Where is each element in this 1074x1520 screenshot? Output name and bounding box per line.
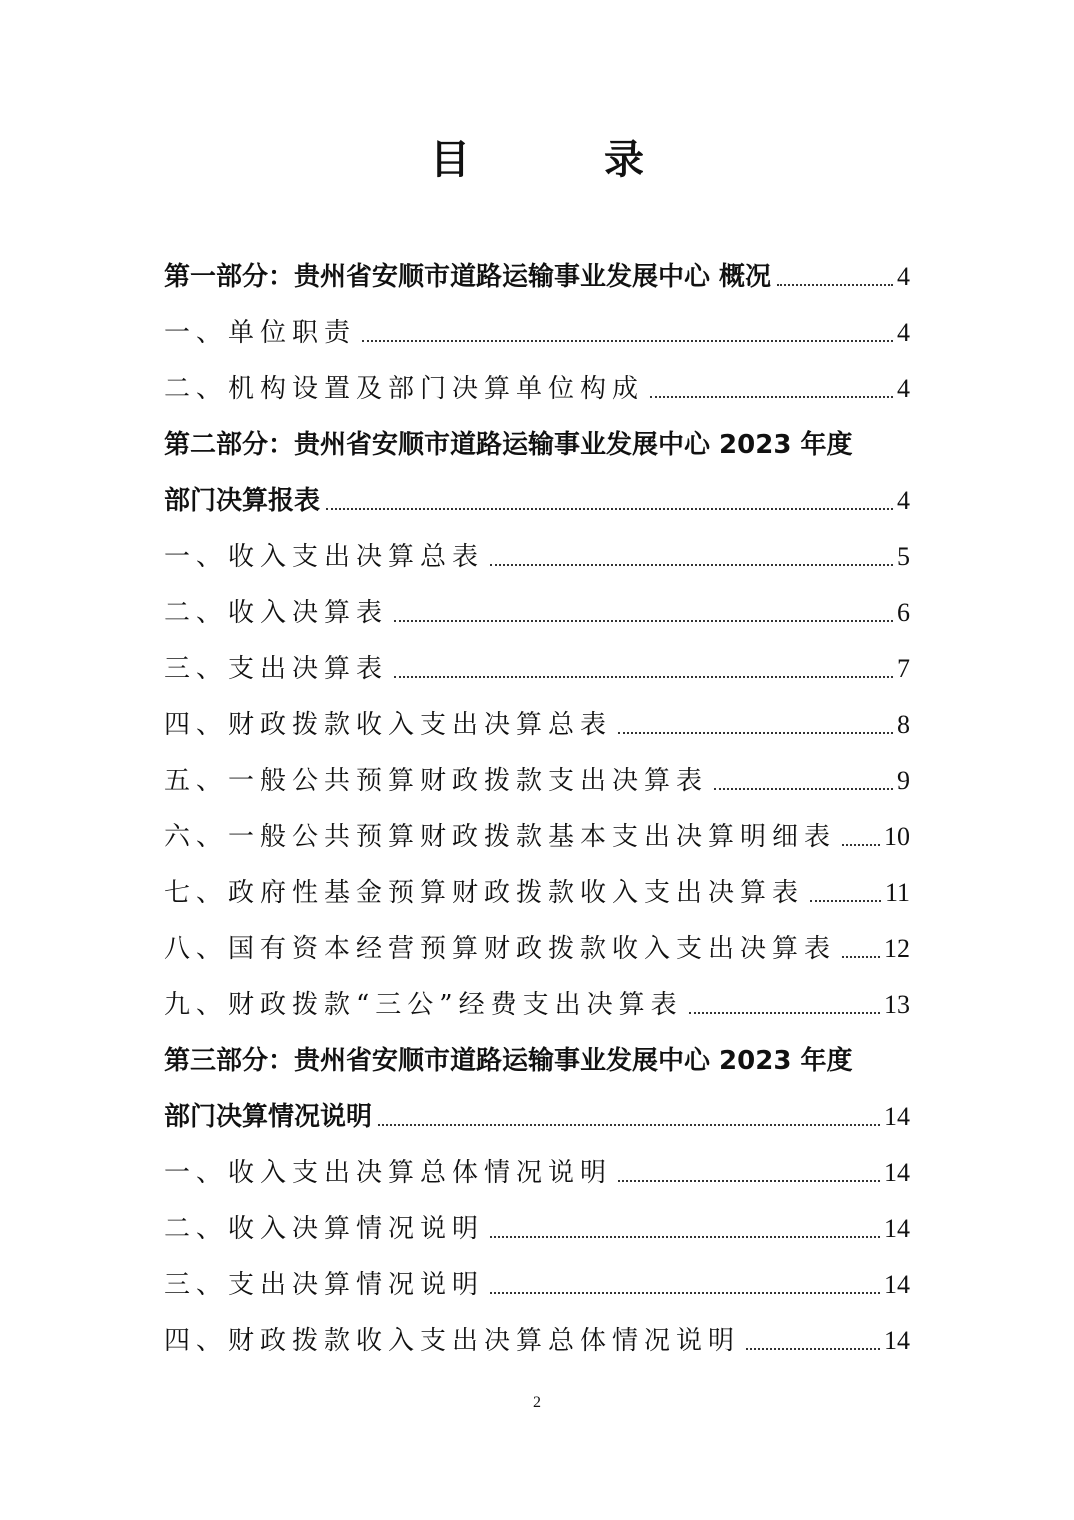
toc-entry-label: 二、机构设置及部门决算单位构成 (164, 374, 645, 404)
toc-entry-label: 部门决算情况说明 (164, 1102, 373, 1132)
toc-entry-page: 12 (884, 934, 910, 963)
toc-entry-label: 第三部分：贵州省安顺市道路运输事业发展中心 2023 年度 (164, 1046, 853, 1076)
leader-dots (394, 676, 893, 678)
toc-entry-label: 部门决算报表 (164, 486, 321, 516)
leader-dots (650, 396, 893, 398)
toc-entry-page: 14 (884, 1102, 910, 1131)
toc-entry-page: 10 (884, 822, 910, 851)
toc-entry-page: 14 (884, 1270, 910, 1299)
toc-entry-page: 6 (897, 598, 910, 627)
toc-entry-page: 11 (884, 878, 910, 907)
leader-dots (714, 788, 893, 790)
toc-entry[interactable] (164, 1196, 910, 1252)
leader-dots (394, 620, 893, 622)
toc-entry[interactable] (164, 1308, 910, 1364)
toc-entry-page: 4 (897, 374, 910, 403)
toc-entry[interactable] (164, 636, 910, 692)
toc-entry-page: 14 (884, 1158, 910, 1187)
toc-entry[interactable] (164, 1084, 910, 1140)
toc-entry-page: 14 (884, 1214, 910, 1243)
toc-entry[interactable] (164, 692, 910, 748)
toc-entry-heading[interactable] (164, 1028, 910, 1084)
page-title: 目 录 (430, 137, 704, 183)
toc-entry-label: 一、收入支出决算总表 (164, 542, 485, 572)
toc-entry[interactable] (164, 804, 910, 860)
leader-dots (842, 956, 880, 958)
toc-entry[interactable] (164, 748, 910, 804)
leader-dots (326, 508, 893, 510)
leader-dots (362, 340, 893, 342)
leader-dots (490, 564, 893, 566)
table-of-contents (164, 244, 910, 1364)
toc-entry-label: 四、财政拨款收入支出决算总表 (164, 710, 613, 740)
toc-entry-label: 八、国有资本经营预算财政拨款收入支出决算表 (164, 934, 837, 964)
toc-entry-heading[interactable] (164, 412, 910, 468)
leader-dots (777, 284, 893, 286)
leader-dots (842, 844, 880, 846)
page-number: 2 (533, 1394, 541, 1411)
toc-entry-page: 4 (897, 486, 910, 515)
toc-entry-label: 五、一般公共预算财政拨款支出决算表 (164, 766, 709, 796)
toc-entry-label: 二、收入决算情况说明 (164, 1214, 485, 1244)
toc-entry[interactable] (164, 468, 910, 524)
toc-entry-label: 三、支出决算表 (164, 654, 389, 684)
leader-dots (689, 1012, 880, 1014)
toc-entry[interactable] (164, 860, 910, 916)
toc-entry-label: 九、财政拨款“三公”经费支出决算表 (164, 990, 683, 1020)
toc-entry-label: 三、支出决算情况说明 (164, 1270, 485, 1300)
leader-dots (618, 1180, 880, 1182)
toc-entry[interactable] (164, 972, 910, 1028)
leader-dots (810, 900, 881, 902)
toc-entry[interactable] (164, 916, 910, 972)
toc-entry-label: 一、单位职责 (164, 318, 357, 348)
leader-dots (490, 1292, 880, 1294)
toc-entry-label: 第一部分：贵州省安顺市道路运输事业发展中心 概况 (164, 262, 772, 292)
toc-entry-page: 14 (884, 1326, 910, 1355)
toc-entry-label: 一、收入支出决算总体情况说明 (164, 1158, 613, 1188)
toc-entry-page: 9 (897, 766, 910, 795)
toc-entry[interactable] (164, 356, 910, 412)
toc-entry[interactable] (164, 524, 910, 580)
toc-entry[interactable] (164, 1252, 910, 1308)
toc-entry[interactable] (164, 244, 910, 300)
leader-dots (378, 1124, 880, 1126)
leader-dots (746, 1348, 880, 1350)
toc-entry[interactable] (164, 1140, 910, 1196)
toc-entry-page: 4 (897, 262, 910, 291)
toc-entry-page: 8 (897, 710, 910, 739)
leader-dots (618, 732, 893, 734)
toc-entry-page: 7 (897, 654, 910, 683)
toc-entry-page: 5 (897, 542, 910, 571)
toc-entry-label: 四、财政拨款收入支出决算总体情况说明 (164, 1326, 741, 1356)
toc-entry[interactable] (164, 580, 910, 636)
leader-dots (490, 1236, 880, 1238)
toc-entry-page: 13 (884, 990, 910, 1019)
toc-entry-page: 4 (897, 318, 910, 347)
toc-entry-label: 二、收入决算表 (164, 598, 389, 628)
toc-entry[interactable] (164, 300, 910, 356)
toc-entry-label: 六、一般公共预算财政拨款基本支出决算明细表 (164, 822, 837, 852)
toc-entry-label: 第二部分：贵州省安顺市道路运输事业发展中心 2023 年度 (164, 430, 853, 460)
toc-entry-label: 七、政府性基金预算财政拨款收入支出决算表 (164, 878, 805, 908)
